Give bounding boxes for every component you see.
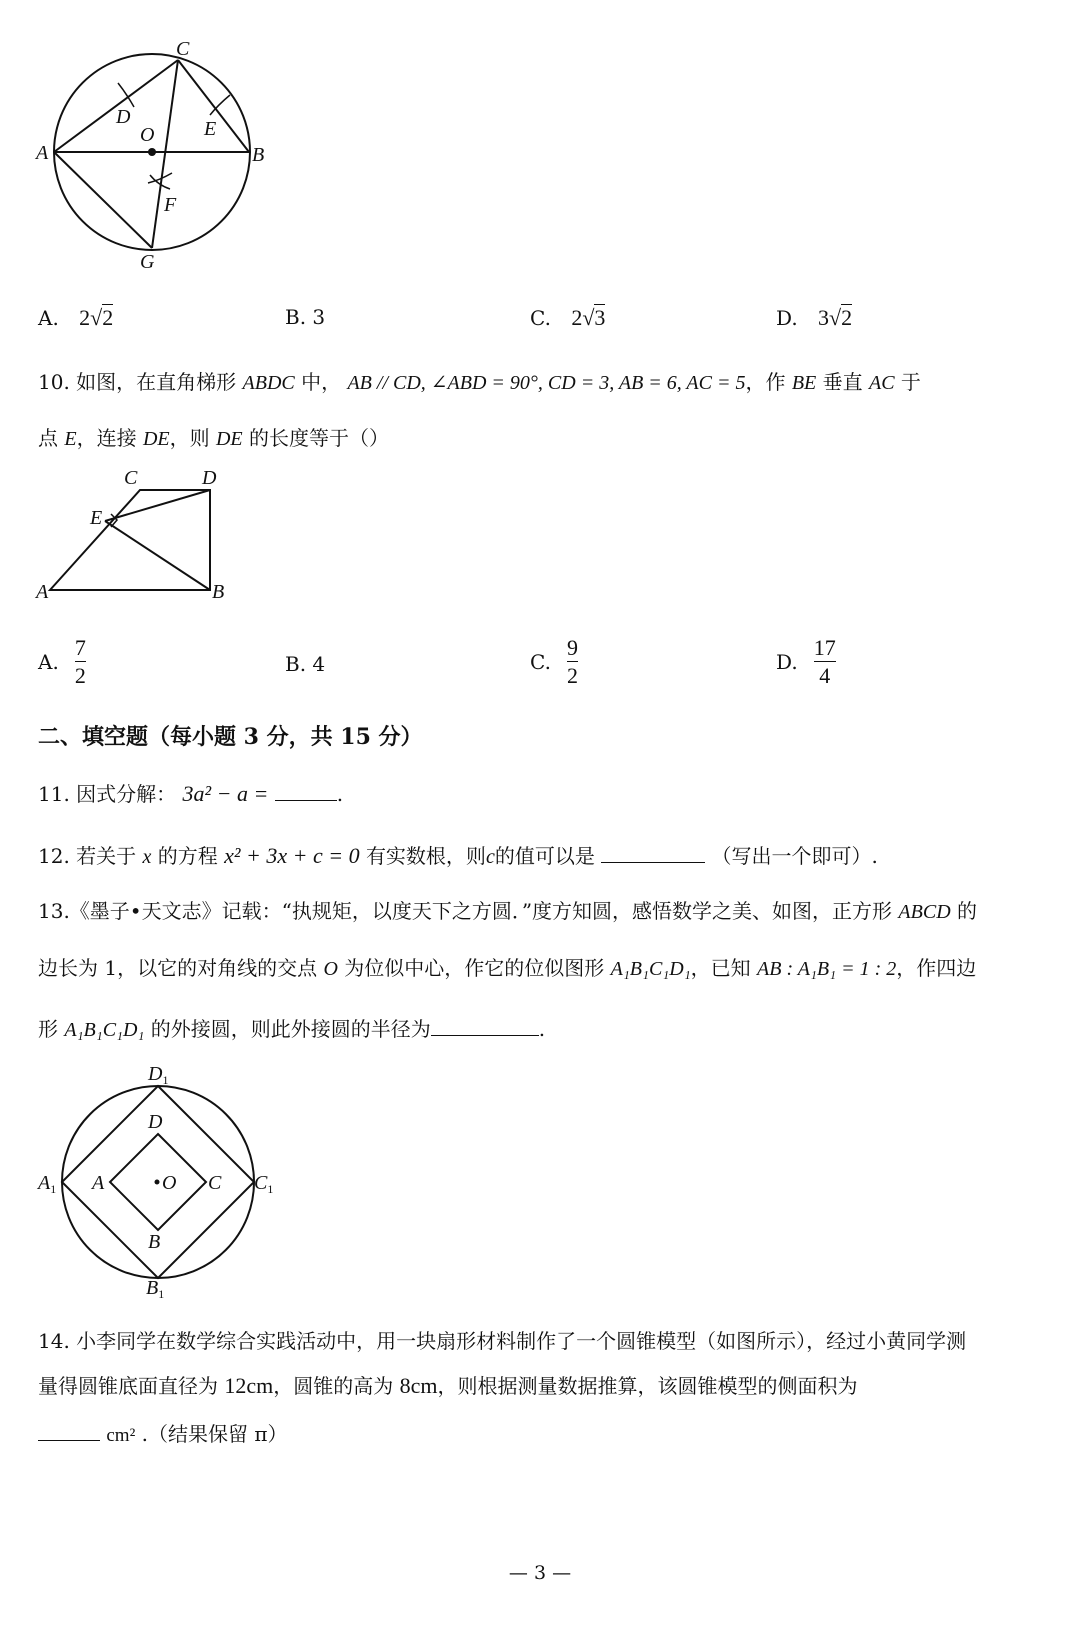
q13-similar-figure: A₁B₁C₁D₁ (610, 958, 691, 980)
q9-label-d: D (116, 106, 131, 128)
q9-option-c-prefix: C. (530, 306, 551, 330)
q9-label-e: E (204, 118, 217, 140)
q9-chord-ag (54, 152, 152, 248)
q12-answer-blank[interactable] (601, 844, 705, 863)
q9-option-d-prefix: D. (776, 306, 798, 330)
q10-conditions: AB // CD, ∠ABD = 90°, CD = 3, AB = 6, AC = 5 (347, 372, 746, 394)
q10-option-b-prefix: B. (285, 652, 307, 676)
section-heading: 二、填空题（每小题 3 分，共 15 分） (38, 724, 423, 750)
q10-be: BE (791, 372, 817, 394)
q9-label-b: B (252, 144, 265, 166)
q12-mid: 的方程 (157, 844, 218, 868)
q10-label-a: A (36, 581, 49, 603)
q11-prefix: 11. 因式分解： (38, 782, 177, 806)
q13-label-o: O (162, 1172, 177, 1194)
q13-label-d1: $D_1$ (148, 1063, 169, 1087)
q13-label-c1: $C_1$ (254, 1172, 274, 1196)
q10-segment-be (105, 521, 210, 590)
q10-option-d-prefix: D. (776, 649, 798, 674)
q11-expression: 3a² − a = (182, 781, 269, 806)
q14-line3 (38, 1418, 288, 1447)
q10-prefix: 10. 如图，在直角梯形 (38, 370, 237, 394)
q9-option-a-rad: 2 (102, 305, 114, 330)
q11-answer-blank[interactable] (275, 782, 337, 801)
q9-option-a-prefix: A. (38, 306, 59, 330)
q9-option-b (285, 305, 325, 329)
q9-line-cg (152, 60, 178, 248)
q12 (38, 840, 878, 869)
q10-option-c-fraction (567, 636, 578, 687)
q10-option-a-num: 7 (74, 635, 86, 660)
q11-suffix: . (336, 782, 344, 806)
q9-option-b-value: 3 (312, 305, 326, 329)
q13-line1-text: 13.《墨子•天文志》记载：“执规矩，以度天下之方圆．”度方知圆，感悟数学之美、如图，正方形 (38, 899, 893, 923)
q13-o: O (323, 958, 338, 980)
q9-option-b-prefix: B. (285, 305, 307, 329)
q9-option-c-coef: 2 (571, 305, 583, 330)
q10-e: E (64, 428, 77, 450)
q10-option-c (530, 636, 578, 687)
q14-unit: cm² (106, 1425, 136, 1446)
q13-line1 (38, 895, 977, 924)
q10-line2-d: 的长度等于（） (249, 426, 389, 450)
q9-center-dot (148, 148, 156, 156)
q12-mid2: 有实数根，则 (365, 844, 486, 868)
q10-option-a-fraction (75, 636, 86, 687)
q13-square-name: ABCD (898, 901, 951, 923)
q14-tail: .（结果保留 π） (141, 1422, 288, 1446)
q10-de-2: DE (215, 428, 243, 450)
page-number: — 3 — (508, 1562, 572, 1584)
q13-center-dot (155, 1180, 160, 1185)
q13-answer-blank[interactable] (431, 1017, 539, 1036)
q13-label-a1: $A_1$ (38, 1172, 57, 1196)
q13-figure (30, 1058, 290, 1308)
q10-tail-a: ，作 (745, 370, 786, 394)
q13-similar-figure-2: A₁B₁C₁D₁ (64, 1019, 145, 1041)
q13-line2 (38, 952, 976, 981)
q10-de: DE (142, 428, 170, 450)
q10-tail-c: 于 (900, 370, 921, 394)
q12-prefix: 12. 若关于 (38, 844, 137, 868)
q12-equation: x² + 3x + c = 0 (224, 843, 360, 868)
q9-label-o: O (140, 124, 155, 146)
q10-mid: 中， (301, 370, 342, 394)
q13-line3 (38, 1013, 545, 1042)
q9-option-c-rad: 3 (594, 305, 606, 330)
q12-variable-c: c (485, 846, 495, 868)
q12-tail: 的值可以是 (494, 844, 595, 868)
q14-line2-b: ，圆锥的高为 (273, 1374, 394, 1398)
q13-line3-end: . (538, 1017, 546, 1041)
q10-line2-b: ，连接 (76, 426, 137, 450)
q10-label-b: B (212, 581, 225, 603)
q13-line2-b: 为位似中心，作它的位似图形 (344, 956, 605, 980)
q10-option-a (38, 636, 86, 687)
q12-tail2: （写出一个即可）. (711, 844, 878, 868)
q13-line2-c: ，已知 (690, 956, 751, 980)
q10-line1 (38, 366, 921, 395)
q10-line2 (38, 422, 389, 451)
q9-option-d-coef: 3 (818, 305, 830, 330)
q14-line2 (38, 1370, 858, 1399)
q9-label-f: F (164, 194, 177, 216)
q9-option-c: C. 2√3 (530, 305, 606, 330)
q14-line2-a: 量得圆锥底面直径为 (38, 1374, 218, 1398)
q12-variable-x: x (142, 846, 152, 868)
q9-label-c: C (176, 38, 190, 60)
q10-option-d-fraction (814, 636, 836, 687)
q13-line1-end: 的 (957, 899, 977, 923)
q14-line2-c: ，则根据测量数据推算，该圆锥模型的侧面积为 (437, 1374, 858, 1398)
q10-option-a-den: 2 (74, 663, 86, 689)
q9-option-a-coef: 2 (79, 305, 91, 330)
q13-line3-a: 形 (38, 1017, 58, 1041)
q10-option-d-den: 4 (819, 663, 831, 689)
q9-label-g: G (140, 251, 155, 273)
q11 (38, 778, 343, 807)
q14-line1: 14. 小李同学在数学综合实践活动中，用一块扇形材料制作了一个圆锥模型（如图所示），经过小黄同学测 (38, 1329, 967, 1353)
q14-diameter: 12cm (224, 1373, 274, 1398)
q13-label-a: A (92, 1172, 105, 1194)
q14-answer-blank[interactable] (38, 1422, 100, 1441)
q10-tail-b: 垂直 (822, 370, 863, 394)
q10-label-d: D (202, 467, 217, 489)
q14-height: 8cm (399, 1373, 438, 1398)
q10-option-c-prefix: C. (530, 649, 551, 674)
q13-label-c: C (208, 1172, 222, 1194)
q10-option-d-num: 17 (813, 635, 836, 660)
q13-label-b1: $B_1$ (146, 1277, 165, 1301)
q10-trapezoid-name: ABDC (242, 372, 295, 394)
q9-label-a: A (36, 142, 49, 164)
q9-option-a: A. 2√2 (38, 305, 114, 330)
q10-option-b (285, 652, 325, 676)
q10-figure (30, 462, 250, 607)
q9-figure (30, 35, 280, 285)
q13-line3-b: 的外接圆，则此外接圆的半径为 (150, 1017, 431, 1041)
q13-label-d: D (148, 1111, 163, 1133)
q10-option-a-prefix: A. (38, 649, 59, 674)
q10-option-b-value: 4 (312, 652, 326, 676)
q10-line2-a: 点 (38, 426, 58, 450)
q10-option-c-num: 9 (566, 635, 578, 660)
q10-ac: AC (868, 372, 895, 394)
q9-option-d-rad: 2 (841, 305, 853, 330)
q10-option-d (776, 636, 836, 687)
q13-line2-a: 边长为 1，以它的对角线的交点 (38, 956, 318, 980)
q10-segment-de (105, 490, 210, 521)
q13-ratio: AB : A₁B₁ = 1 : 2 (757, 958, 897, 980)
q10-label-e: E (90, 507, 103, 529)
q13-line2-d: ，作四边 (896, 956, 977, 980)
q10-line2-c: ，则 (169, 426, 210, 450)
q10-label-c: C (124, 467, 138, 489)
q9-option-d: D. 3√2 (776, 305, 853, 330)
q10-option-c-den: 2 (566, 663, 578, 689)
q13-label-b: B (148, 1231, 161, 1253)
